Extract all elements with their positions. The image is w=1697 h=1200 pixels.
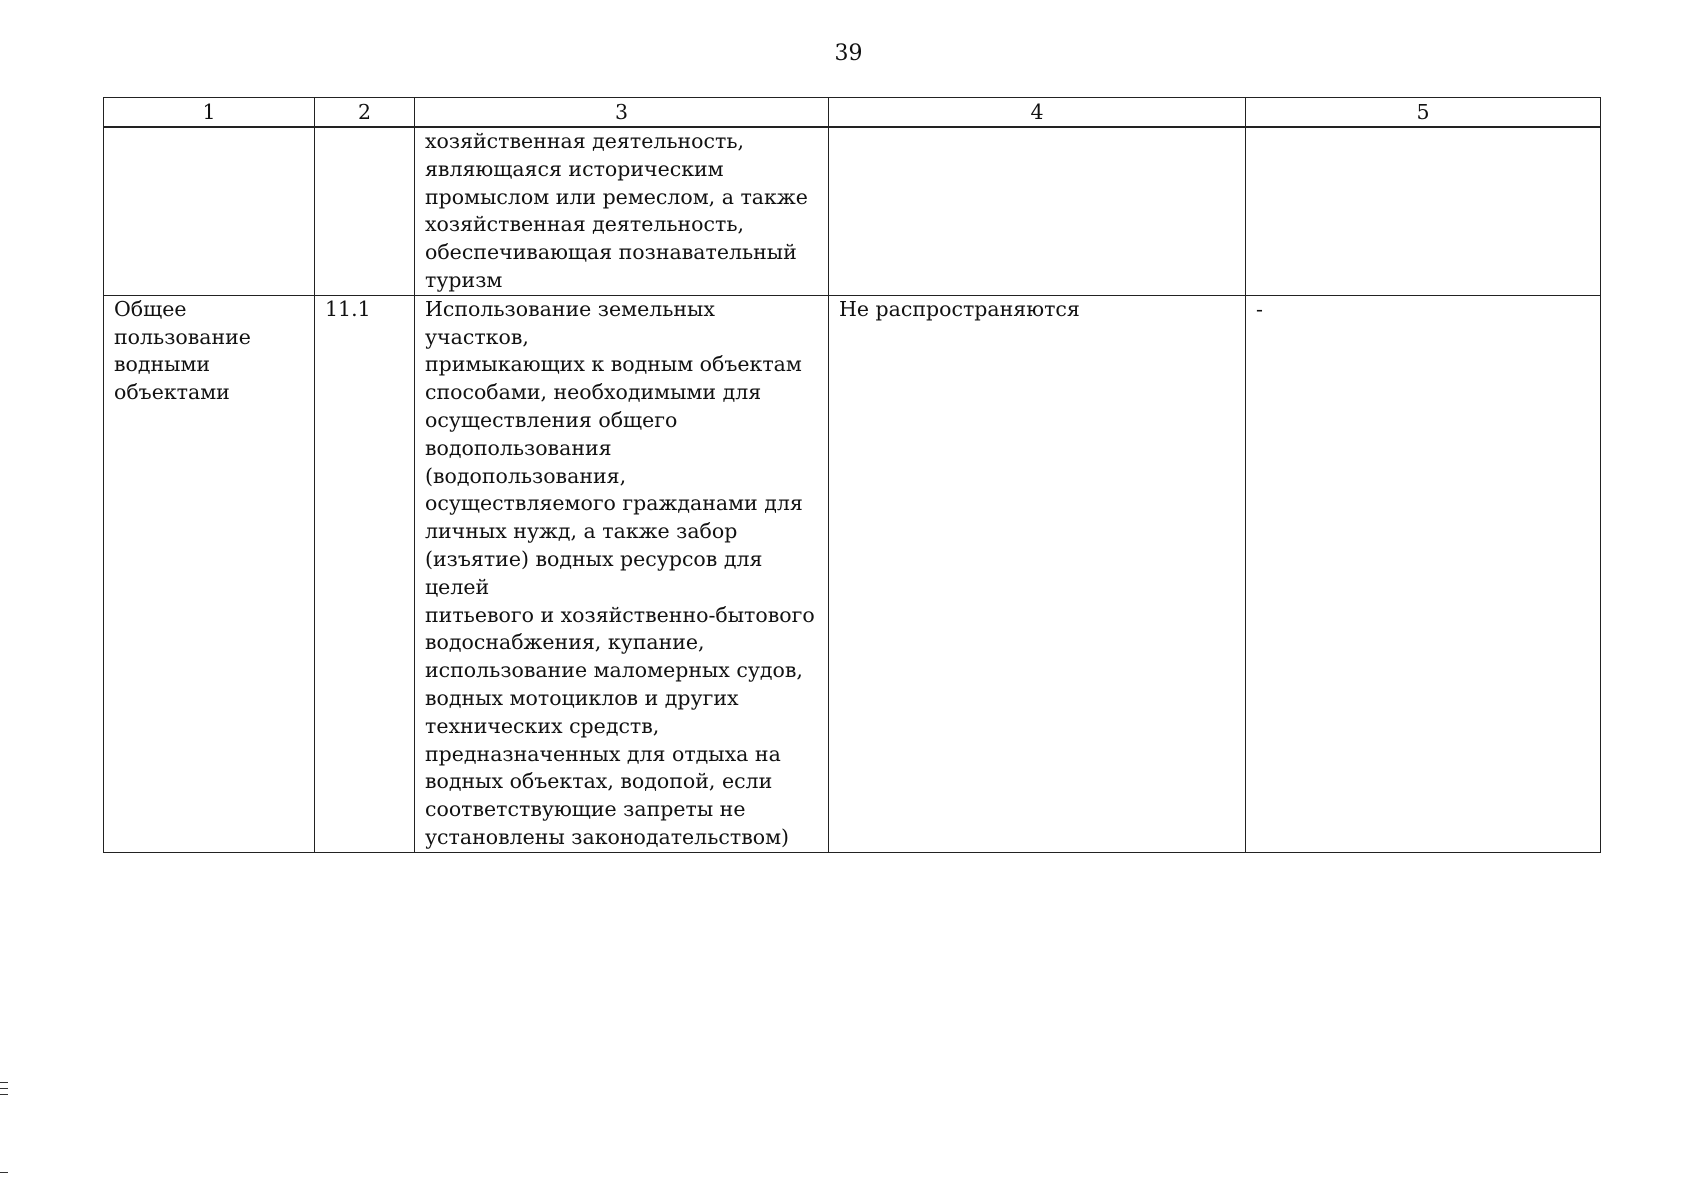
page-number: 39 [834, 41, 863, 66]
table-row [104, 127, 1601, 295]
row1-col2-cell [315, 127, 415, 295]
row1-col4-cell [829, 127, 1246, 295]
row2-code-cell: 11.1 [315, 295, 415, 852]
table-header [104, 98, 1601, 128]
margin-mark [0, 1082, 8, 1083]
column-header-4: 4 [829, 98, 1246, 128]
row2-name-cell: Общее пользование водными объектами [104, 295, 315, 852]
column-header-2: 2 [315, 98, 415, 128]
row2-col4-cell: Не распространяются [829, 295, 1246, 852]
row2-col5-cell: - [1246, 295, 1601, 852]
row1-description-cell: хозяйственная деятельность, являющаяся историческим промыслом или ремеслом, а также хозяйственная деятельность, обеспечивающая познавательный туризм [415, 127, 829, 295]
table-body [104, 127, 1601, 852]
header-row [104, 98, 1601, 128]
table-row [104, 295, 1601, 852]
margin-mark [0, 1094, 8, 1095]
row1-col5-cell [1246, 127, 1601, 295]
column-header-3: 3 [415, 98, 829, 128]
column-header-5: 5 [1246, 98, 1601, 128]
row2-description-cell: Использование земельных участков, примыкающих к водным объектам способами, необходимыми для осуществления общего водопользования (водопользования, осуществляемого гражданами для личных нужд, а также забор (изъятие) водных ресурсов для целей питьевого и хозяйственно-бытового водоснабжения, купание, использование маломерных судов, водных мотоциклов и других технических средств, предназначенных для отдыха на водных объектах, водопой, если соответствующие запреты не установлены законодательством) [415, 295, 829, 852]
margin-mark [0, 1172, 8, 1173]
row1-col1-cell [104, 127, 315, 295]
margin-mark [0, 1088, 8, 1089]
regulations-table [103, 97, 1601, 853]
column-header-1: 1 [104, 98, 315, 128]
